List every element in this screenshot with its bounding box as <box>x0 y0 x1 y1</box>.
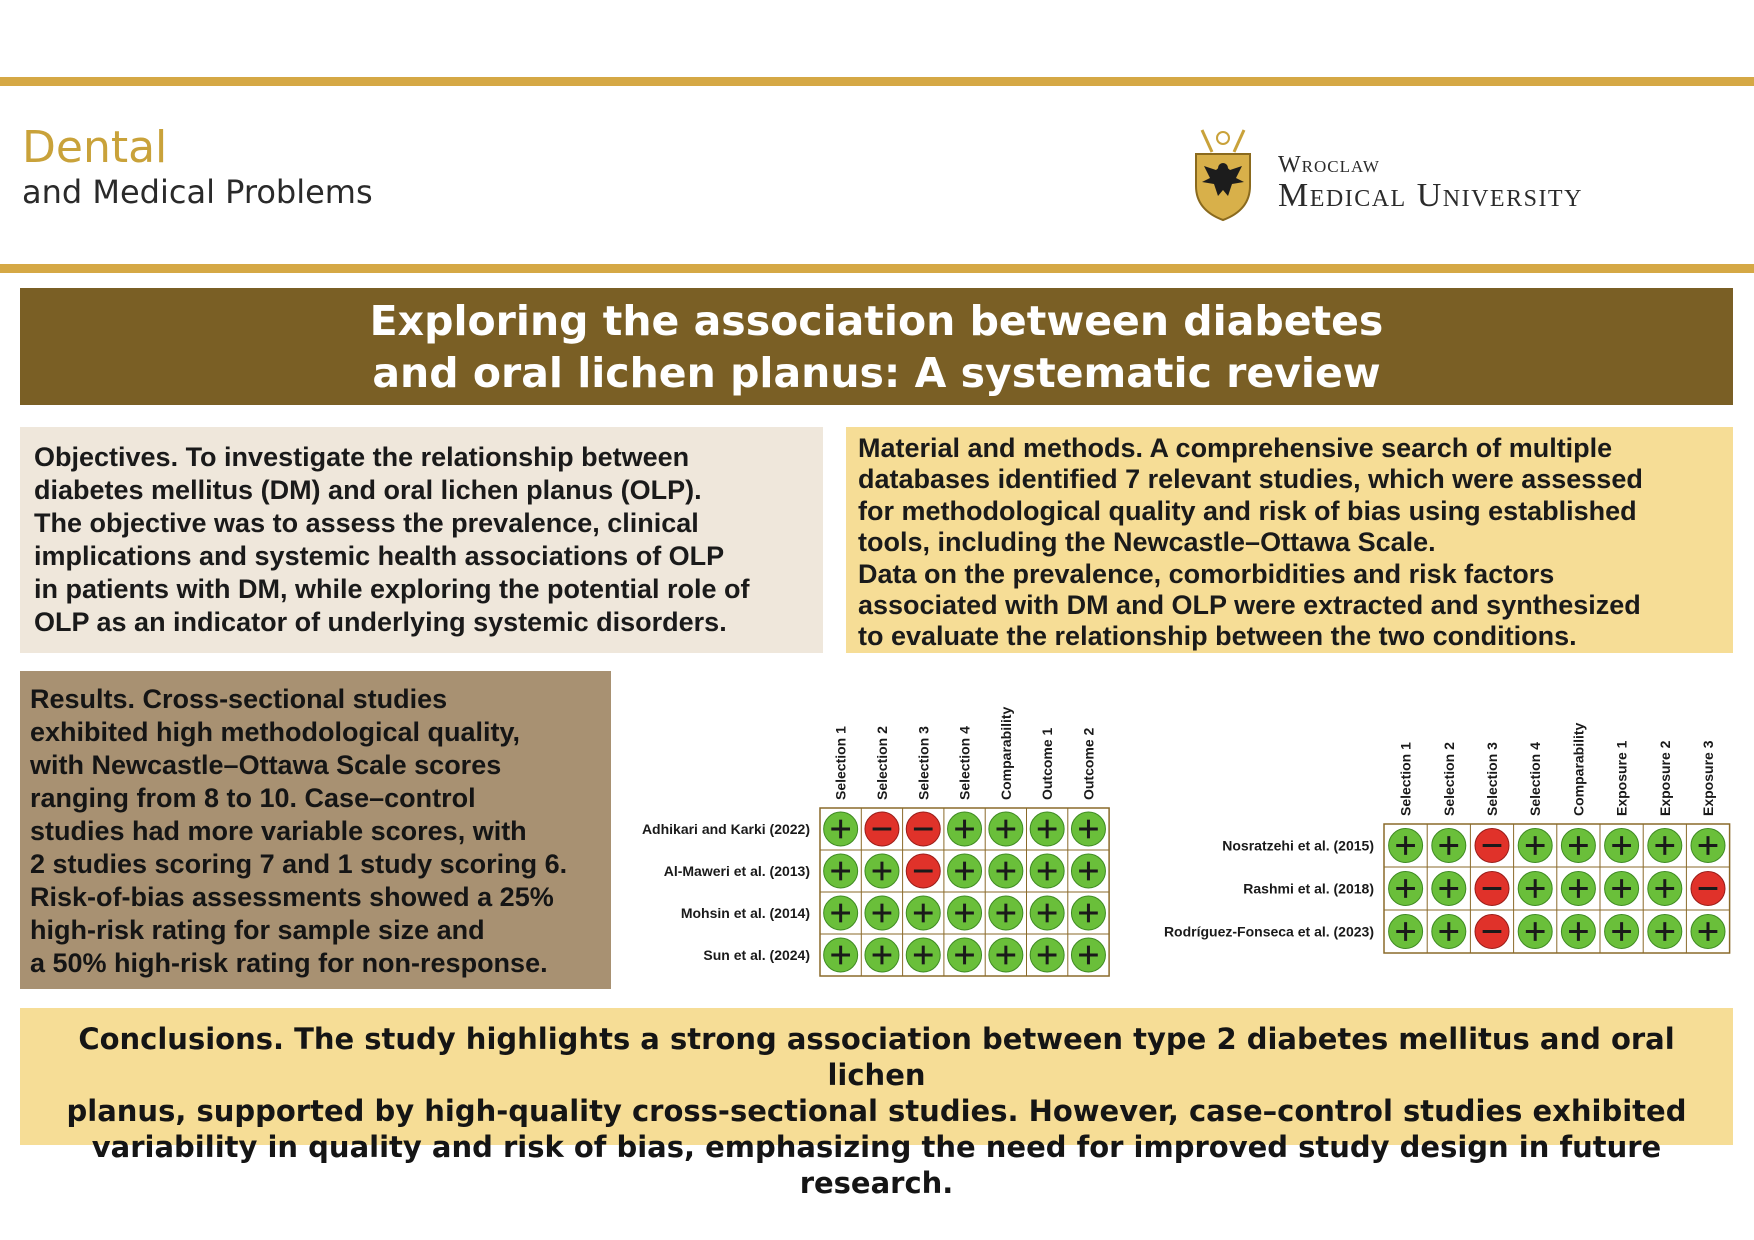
table1-study-label-0: Adhikari and Karki (2022) <box>641 821 810 837</box>
methods-line-2: for methodological quality and risk of bias using established <box>858 495 1637 526</box>
results-line-1: exhibited high methodological quality, <box>30 717 521 747</box>
low-risk-rating-icon <box>948 854 982 888</box>
low-risk-rating-icon <box>1605 829 1639 863</box>
journal-name: Dental <box>22 122 168 173</box>
low-risk-rating-icon <box>824 938 858 972</box>
risk-of-bias-table-case-control <box>1122 700 1742 980</box>
objectives-line-5: OLP as an indicator of underlying systemic disorders. <box>34 607 727 637</box>
methods-section <box>846 427 1733 653</box>
low-risk-rating-icon <box>1518 829 1552 863</box>
table1-column-2: Selection 3 <box>915 726 932 800</box>
objectives-line-1: diabetes mellitus (DM) and oral lichen planus (OLP). <box>34 475 702 505</box>
low-risk-rating-icon <box>865 896 899 930</box>
objectives-line-4: in patients with DM, while exploring the potential role of <box>34 574 750 604</box>
low-risk-rating-icon <box>1648 915 1682 949</box>
low-risk-rating-icon <box>1518 872 1552 906</box>
low-risk-rating-icon <box>1561 829 1595 863</box>
journal-subtitle: and Medical Problems <box>22 172 373 211</box>
table1-column-4: Comparability <box>997 706 1014 800</box>
low-risk-rating-icon <box>1030 812 1064 846</box>
results-line-8: a 50% high-risk rating for non-response. <box>30 948 548 978</box>
results-section <box>20 671 611 989</box>
methods-line-4: Data on the prevalence, comorbidities and risk factors <box>858 558 1555 589</box>
low-risk-rating-icon <box>1030 938 1064 972</box>
table2-column-0: Selection 1 <box>1397 742 1414 816</box>
low-risk-rating-icon <box>1561 872 1595 906</box>
low-risk-rating-icon <box>1432 829 1466 863</box>
low-risk-rating-icon <box>1389 915 1423 949</box>
university-crest-icon <box>1188 124 1258 224</box>
low-risk-rating-icon <box>1389 872 1423 906</box>
table2-column-1: Selection 2 <box>1440 742 1457 816</box>
table2-column-4: Comparability <box>1570 722 1587 816</box>
high-risk-rating-icon <box>865 812 899 846</box>
low-risk-rating-icon <box>1518 915 1552 949</box>
low-risk-rating-icon <box>1561 915 1595 949</box>
table1-column-0: Selection 1 <box>832 726 849 800</box>
table1-study-label-1: Al-Maweri et al. (2013) <box>663 863 810 879</box>
table2-column-6: Exposure 2 <box>1656 740 1673 816</box>
objectives-section <box>20 427 823 653</box>
low-risk-rating-icon <box>1648 829 1682 863</box>
low-risk-rating-icon <box>948 938 982 972</box>
low-risk-rating-icon <box>906 938 940 972</box>
risk-of-bias-grid-case-control <box>1122 700 1742 980</box>
methods-line-6: to evaluate the relationship between the two conditions. <box>858 621 1577 652</box>
results-line-0: Results. Cross-sectional studies <box>30 684 448 714</box>
high-risk-rating-icon <box>906 812 940 846</box>
high-risk-rating-icon <box>1475 829 1509 863</box>
low-risk-rating-icon <box>865 938 899 972</box>
low-risk-rating-icon <box>989 854 1023 888</box>
university-title: Medical University <box>1278 177 1583 214</box>
methods-line-0: Material and methods. A comprehensive search of multiple <box>858 433 1613 463</box>
high-risk-rating-icon <box>1691 872 1725 906</box>
title-line-2: and oral lichen planus: A systematic review <box>372 348 1381 397</box>
risk-of-bias-table-cross-sectional <box>612 690 1122 980</box>
low-risk-rating-icon <box>1605 872 1639 906</box>
objectives-line-3: implications and systemic health associations of OLP <box>34 541 725 571</box>
header-gold-rule <box>0 264 1754 273</box>
low-risk-rating-icon <box>1432 915 1466 949</box>
methods-line-1: databases identified 7 relevant studies, which were assessed <box>858 464 1643 495</box>
table2-column-3: Selection 4 <box>1527 742 1544 816</box>
title-line-1: Exploring the association between diabetes <box>369 296 1384 345</box>
table2-study-label-2: Rodríguez-Fonseca et al. (2023) <box>1163 923 1374 940</box>
low-risk-rating-icon <box>824 896 858 930</box>
objectives-line <box>34 441 809 474</box>
low-risk-rating-icon <box>1691 829 1725 863</box>
conclusions-section <box>20 1008 1733 1200</box>
table1-study-label-2: Mohsin et al. (2014) <box>680 905 810 921</box>
table2-column-5: Exposure 1 <box>1613 740 1630 816</box>
high-risk-rating-icon <box>906 854 940 888</box>
low-risk-rating-icon <box>1691 915 1725 949</box>
conclusions-line-1: planus, supported by high-quality cross-sectional studies. However, case–control studies exhibited <box>66 1094 1687 1128</box>
results-line-7: high-risk rating for sample size and <box>30 915 485 945</box>
low-risk-rating-icon <box>989 938 1023 972</box>
low-risk-rating-icon <box>906 896 940 930</box>
low-risk-rating-icon <box>1030 854 1064 888</box>
table1-column-3: Selection 4 <box>956 726 973 800</box>
objectives-line-2: The objective was to assess the prevalence, clinical <box>34 508 699 538</box>
low-risk-rating-icon <box>865 854 899 888</box>
journal-logo <box>22 122 373 212</box>
methods-line-5: associated with DM and OLP were extracted and synthesized <box>858 590 1641 621</box>
table1-column-1: Selection 2 <box>873 726 890 800</box>
low-risk-rating-icon <box>1605 915 1639 949</box>
low-risk-rating-icon <box>1071 896 1105 930</box>
low-risk-rating-icon <box>1648 872 1682 906</box>
methods-line-3: tools, including the Newcastle–Ottawa Scale. <box>858 527 1436 558</box>
low-risk-rating-icon <box>1030 896 1064 930</box>
low-risk-rating-icon <box>1071 938 1105 972</box>
low-risk-rating-icon <box>1071 854 1105 888</box>
table2-column-7: Exposure 3 <box>1700 740 1716 816</box>
results-line-5: 2 studies scoring 7 and 1 study scoring 6. <box>30 849 568 879</box>
university-name <box>1278 152 1583 215</box>
low-risk-rating-icon <box>948 812 982 846</box>
conclusions-line-2: variability in quality and risk of bias, emphasizing the need for improved study design in future research. <box>91 1130 1662 1200</box>
low-risk-rating-icon <box>1389 829 1423 863</box>
results-line-6: Risk-of-bias assessments showed a 25% <box>30 882 554 912</box>
low-risk-rating-icon <box>989 896 1023 930</box>
risk-of-bias-grid-cross-sectional <box>612 690 1122 980</box>
results-line-3: ranging from 8 to 10. Case–control <box>30 783 476 813</box>
table1-study-label-3: Sun et al. (2024) <box>703 947 810 963</box>
low-risk-rating-icon <box>989 812 1023 846</box>
university-city: Wroclaw <box>1278 152 1380 178</box>
page-title <box>20 288 1733 405</box>
results-line-2: with Newcastle–Ottawa Scale scores <box>30 750 502 780</box>
table2-study-label-0: Nosratzehi et al. (2015) <box>1222 837 1374 854</box>
table1-column-6: Outcome 2 <box>1080 727 1097 800</box>
low-risk-rating-icon <box>824 854 858 888</box>
high-risk-rating-icon <box>1475 915 1509 949</box>
low-risk-rating-icon <box>948 896 982 930</box>
high-risk-rating-icon <box>1475 872 1509 906</box>
conclusions-line-0: Conclusions. The study highlights a strong association between type 2 diabetes mellitus and oral lichen <box>78 1022 1675 1092</box>
results-line-4: studies had more variable scores, with <box>30 816 527 846</box>
low-risk-rating-icon <box>824 812 858 846</box>
objectives-line-0: Objectives. To investigate the relationship between <box>34 442 690 472</box>
table1-column-5: Outcome 1 <box>1039 727 1056 800</box>
table2-column-2: Selection 3 <box>1484 742 1500 816</box>
low-risk-rating-icon <box>1071 812 1105 846</box>
low-risk-rating-icon <box>1432 872 1466 906</box>
top-gold-rule <box>0 77 1754 86</box>
table2-study-label-1: Rashmi et al. (2018) <box>1243 880 1374 897</box>
